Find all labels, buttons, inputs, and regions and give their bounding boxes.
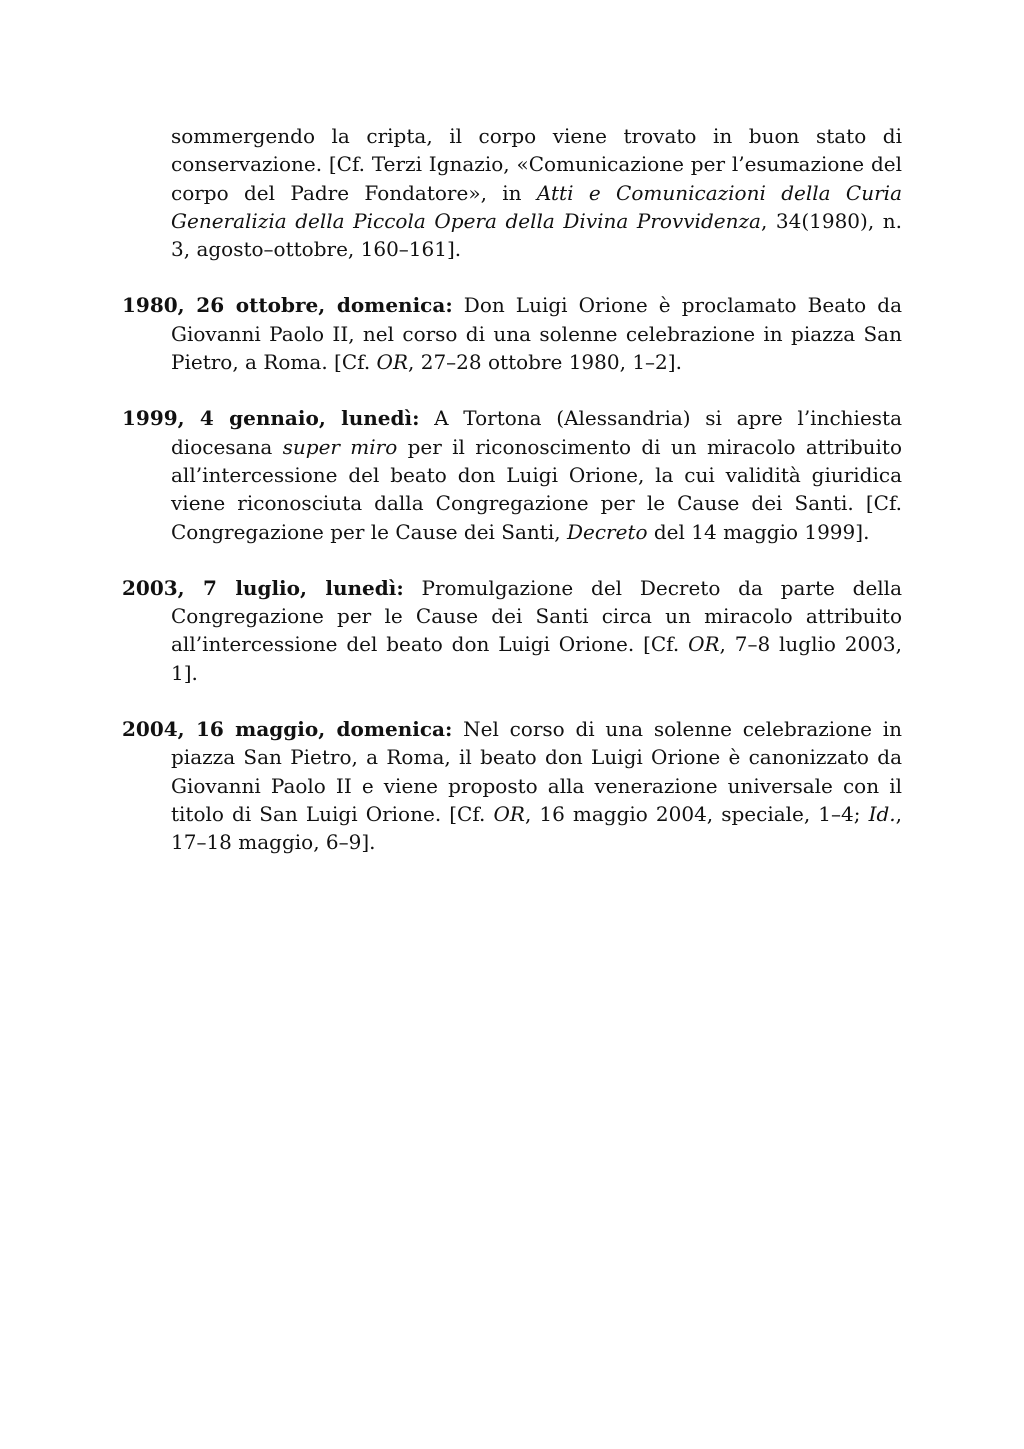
entry-text-italic: OR xyxy=(688,632,720,657)
entry-text: Nel corso di una solenne celebrazione in piazza San Pietro, a Roma, il beato don Luigi Orione è canonizzato da Giovanni Paolo II e viene proposto alla venerazione universale con il titolo di San Luigi Orione. [Cf. xyxy=(171,717,902,826)
chronology-entry-1999 xyxy=(122,404,902,545)
entry-text: sommergendo la cripta, il corpo viene trovato in buon stato di conservazione. [Cf. Terzi Ignazio, «Comunicazione per l’esumazione del corpo del Padre Fondatore», in xyxy=(171,124,902,205)
entry-date: 1980, 26 ottobre, domenica: xyxy=(122,293,453,318)
entry-text: Don Luigi Orione è proclamato Beato da Giovanni Paolo II, nel corso di una solenne celebrazione in piazza San Pietro, a Roma. [Cf. xyxy=(171,293,902,375)
entry-date: 1999, 4 gennaio, lunedì: xyxy=(122,406,420,431)
entry-date: 2004, 16 maggio, domenica: xyxy=(122,717,453,742)
entry-text-italic: Decreto xyxy=(566,519,648,544)
entry-text-italic: Id. xyxy=(868,801,896,826)
entry-text-italic: OR xyxy=(493,801,525,826)
entry-text-italic: OR xyxy=(376,350,409,375)
entry-text: Promulgazione del Decreto da parte della Congregazione per le Cause dei Santi circa un miracolo attribuito all’intercessione del beato don Luigi Orione. [Cf. xyxy=(171,575,903,657)
entry-text: A Tortona (Alessandria) si apre l’inchiesta diocesana xyxy=(171,406,902,459)
entry-date: 2003, 7 luglio, lunedì: xyxy=(122,575,404,600)
chronology-entry-continued xyxy=(122,122,902,263)
chronology-entry-2004 xyxy=(122,715,902,856)
chronology-entry-2003 xyxy=(122,574,902,687)
entry-text: , 7–8 luglio 2003, 1]. xyxy=(171,632,902,685)
entry-text: per il riconoscimento di un miracolo attribuito all’intercessione del beato don Luigi Orione, la cui validità giuridica viene riconosciuta dalla Congregazione per le Cause dei Santi. [Cf. Congregazione per le Cause dei Santi, xyxy=(171,434,902,544)
entry-text-italic: super miro xyxy=(282,434,398,459)
chronology-entry-1980 xyxy=(122,291,902,376)
entry-text: , 34(1980), n. 3, agosto–ottobre, 160–161]. xyxy=(171,208,902,262)
entry-text-italic: Atti e Comunicazioni della Curia Generalizia della Piccola Opera della Divina Provvidenza xyxy=(171,180,902,233)
document-page xyxy=(122,122,902,885)
entry-text: , 27–28 ottobre 1980, 1–2]. xyxy=(408,350,682,375)
entry-text: , 16 maggio 2004, speciale, 1–4; xyxy=(524,801,869,826)
entry-text: del 14 maggio 1999]. xyxy=(647,519,870,544)
entry-text: , 17–18 maggio, 6–9]. xyxy=(171,801,902,855)
